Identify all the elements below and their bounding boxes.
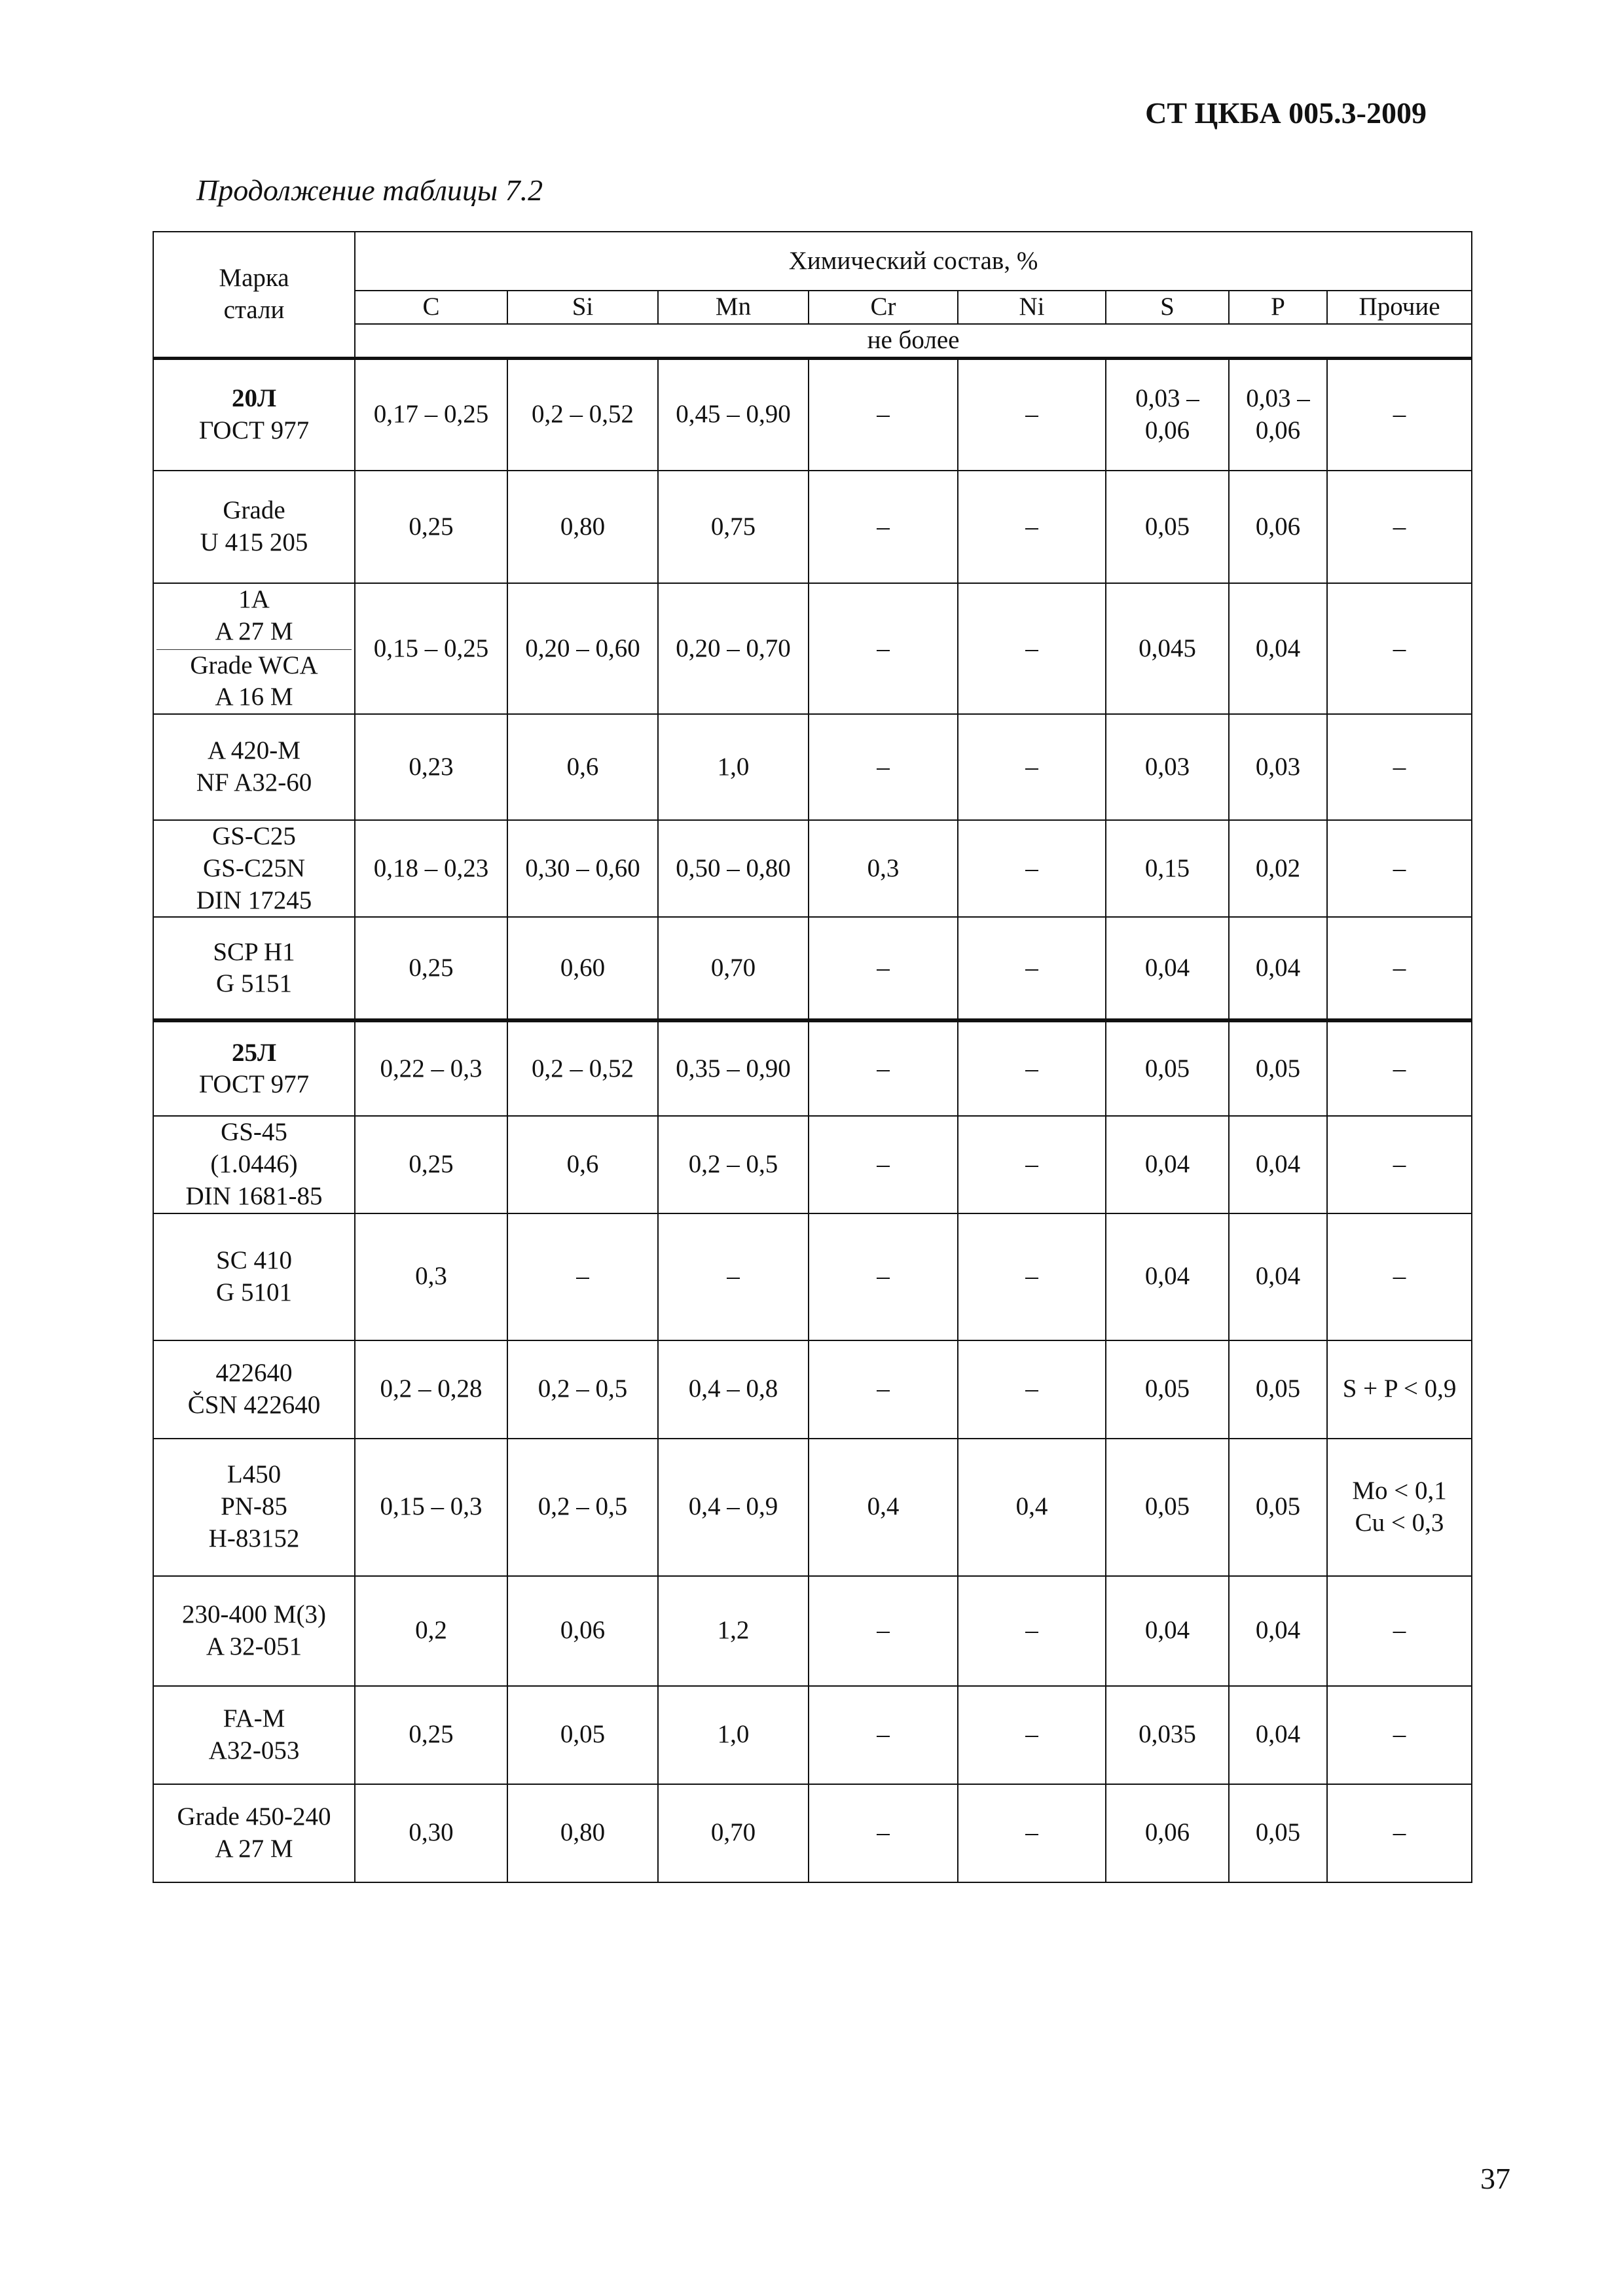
value-cell-mn: 0,4 – 0,9 bbox=[658, 1439, 809, 1576]
table-row bbox=[153, 917, 1472, 1020]
grade-line: ГОСТ 977 bbox=[198, 1070, 310, 1099]
value-cell-mn: 0,50 – 0,80 bbox=[658, 820, 809, 917]
value-cell-other: – bbox=[1327, 917, 1472, 1020]
grade-line: GS-45 bbox=[221, 1118, 287, 1147]
steel-grade-cell bbox=[153, 917, 355, 1020]
grade-line: 25Л bbox=[231, 1038, 277, 1067]
value-cell-cr: – bbox=[809, 1116, 958, 1213]
element-header: Cr bbox=[809, 291, 958, 324]
grade-line: Grade 450-240 bbox=[177, 1802, 331, 1831]
value-cell-mn: 0,20 – 0,70 bbox=[658, 583, 809, 714]
grade-line: 422640 bbox=[215, 1358, 293, 1387]
value-cell-other: – bbox=[1327, 358, 1472, 471]
composition-header: Химический состав, % bbox=[355, 232, 1472, 291]
value-cell-si: 0,6 bbox=[507, 1116, 658, 1213]
value-cell-si: 0,2 – 0,5 bbox=[507, 1340, 658, 1439]
value-cell-s: 0,04 bbox=[1106, 1116, 1229, 1213]
element-header: S bbox=[1106, 291, 1229, 324]
value-cell-ni: 0,4 bbox=[958, 1439, 1106, 1576]
grade-line: A 27 M bbox=[215, 1834, 293, 1863]
value-cell-ni: – bbox=[958, 1686, 1106, 1784]
value-cell-ni: – bbox=[958, 820, 1106, 917]
value-cell-other: S + P < 0,9 bbox=[1327, 1340, 1472, 1439]
grade-line: G 5101 bbox=[216, 1278, 292, 1306]
value-cell-p: 0,05 bbox=[1229, 1439, 1327, 1576]
value-cell-ni: – bbox=[958, 471, 1106, 583]
value-cell-other: – bbox=[1327, 1576, 1472, 1686]
value-cell-si: 0,05 bbox=[507, 1686, 658, 1784]
value-cell-p: 0,06 bbox=[1229, 471, 1327, 583]
value-cell-si: 0,20 – 0,60 bbox=[507, 583, 658, 714]
value-cell-cr: – bbox=[809, 1340, 958, 1439]
value-cell-s: 0,04 bbox=[1106, 917, 1229, 1020]
value-cell-si: 0,80 bbox=[507, 471, 658, 583]
value-cell-mn: 0,70 bbox=[658, 917, 809, 1020]
grade-line: GS-C25 bbox=[212, 822, 296, 850]
value-cell-si: 0,30 – 0,60 bbox=[507, 820, 658, 917]
value-cell-c: 0,25 bbox=[355, 1116, 507, 1213]
grade-column-header: Марка стали bbox=[153, 232, 355, 358]
steel-grade-cell bbox=[153, 1686, 355, 1784]
page-number: 37 bbox=[1480, 2162, 1510, 2195]
value-cell-p: 0,02 bbox=[1229, 820, 1327, 917]
value-cell-mn: 1,2 bbox=[658, 1576, 809, 1686]
grade-line: H-83152 bbox=[208, 1524, 300, 1552]
value-cell-ni: – bbox=[958, 917, 1106, 1020]
grade-line: (1.0446) bbox=[210, 1150, 298, 1178]
value-cell-c: 0,25 bbox=[355, 1686, 507, 1784]
value-cell-si: 0,2 – 0,5 bbox=[507, 1439, 658, 1576]
table-row bbox=[153, 471, 1472, 583]
grade-line: DIN 17245 bbox=[196, 886, 312, 914]
value-cell-si: – bbox=[507, 1213, 658, 1340]
grade-line: GS-C25N bbox=[202, 853, 306, 882]
value-cell-mn: 0,75 bbox=[658, 471, 809, 583]
value-cell-s: 0,035 bbox=[1106, 1686, 1229, 1784]
value-cell-s: 0,05 bbox=[1106, 471, 1229, 583]
chemical-composition-table bbox=[153, 231, 1472, 1883]
value-cell-c: 0,30 bbox=[355, 1784, 507, 1882]
table-row bbox=[153, 1116, 1472, 1213]
grade-line: 230-400 M(3) bbox=[182, 1600, 326, 1628]
element-header: Прочие bbox=[1327, 291, 1472, 324]
element-header: Si bbox=[507, 291, 658, 324]
value-cell-s: 0,045 bbox=[1106, 583, 1229, 714]
value-cell-other: – bbox=[1327, 1116, 1472, 1213]
value-cell-s: 0,03 bbox=[1106, 714, 1229, 820]
steel-grade-cell bbox=[153, 358, 355, 471]
value-cell-si: 0,2 – 0,52 bbox=[507, 1020, 658, 1116]
value-cell-other: – bbox=[1327, 820, 1472, 917]
grade-line: A32-053 bbox=[208, 1736, 300, 1765]
value-cell-s: 0,05 bbox=[1106, 1439, 1229, 1576]
value-cell-cr: – bbox=[809, 1213, 958, 1340]
value-cell-p: 0,03 – 0,06 bbox=[1229, 358, 1327, 471]
value-cell-p: 0,03 bbox=[1229, 714, 1327, 820]
table-caption: Продолжение таблицы 7.2 bbox=[196, 173, 543, 207]
value-cell-c: 0,25 bbox=[355, 917, 507, 1020]
document-code: СТ ЦКБА 005.3-2009 bbox=[1145, 96, 1427, 130]
value-cell-cr: – bbox=[809, 1020, 958, 1116]
grade-line: 20Л bbox=[231, 384, 277, 412]
table-row bbox=[153, 1340, 1472, 1439]
steel-grade-cell bbox=[153, 1020, 355, 1116]
steel-grade-cell bbox=[153, 1439, 355, 1576]
value-cell-other: – bbox=[1327, 471, 1472, 583]
value-cell-c: 0,15 – 0,3 bbox=[355, 1439, 507, 1576]
value-cell-cr: – bbox=[809, 358, 958, 471]
value-cell-mn: 0,4 – 0,8 bbox=[658, 1340, 809, 1439]
value-cell-s: 0,15 bbox=[1106, 820, 1229, 917]
value-cell-ni: – bbox=[958, 1784, 1106, 1882]
value-cell-c: 0,22 – 0,3 bbox=[355, 1020, 507, 1116]
table-row bbox=[153, 1213, 1472, 1340]
steel-grade-cell bbox=[153, 471, 355, 583]
grade-line: Grade bbox=[223, 496, 285, 525]
value-cell-cr: – bbox=[809, 714, 958, 820]
grade-line: FA-M bbox=[223, 1704, 285, 1732]
value-cell-ni: – bbox=[958, 714, 1106, 820]
value-cell-s: 0,06 bbox=[1106, 1784, 1229, 1882]
steel-grade-cell bbox=[153, 1340, 355, 1439]
value-cell-c: 0,3 bbox=[355, 1213, 507, 1340]
grade-line: A 16 M bbox=[215, 683, 293, 711]
grade-line: DIN 1681-85 bbox=[185, 1181, 323, 1210]
value-cell-mn: 0,70 bbox=[658, 1784, 809, 1882]
value-cell-si: 0,06 bbox=[507, 1576, 658, 1686]
value-cell-p: 0,04 bbox=[1229, 1213, 1327, 1340]
value-cell-s: 0,04 bbox=[1106, 1213, 1229, 1340]
value-cell-cr: – bbox=[809, 1686, 958, 1784]
value-cell-mn: 0,2 – 0,5 bbox=[658, 1116, 809, 1213]
value-cell-cr: – bbox=[809, 471, 958, 583]
value-cell-other: – bbox=[1327, 1213, 1472, 1340]
value-cell-p: 0,05 bbox=[1229, 1020, 1327, 1116]
value-cell-cr: 0,3 bbox=[809, 820, 958, 917]
value-cell-c: 0,25 bbox=[355, 471, 507, 583]
grade-line: SC 410 bbox=[216, 1246, 292, 1274]
value-cell-cr: 0,4 bbox=[809, 1439, 958, 1576]
table-row bbox=[153, 820, 1472, 917]
value-cell-s: 0,04 bbox=[1106, 1576, 1229, 1686]
value-cell-c: 0,18 – 0,23 bbox=[355, 820, 507, 917]
value-cell-other: – bbox=[1327, 1020, 1472, 1116]
value-cell-p: 0,04 bbox=[1229, 583, 1327, 714]
grade-line: A 27 M bbox=[215, 617, 293, 645]
value-cell-c: 0,23 bbox=[355, 714, 507, 820]
value-cell-mn: 0,45 – 0,90 bbox=[658, 358, 809, 471]
value-cell-mn: 1,0 bbox=[658, 714, 809, 820]
value-cell-si: 0,80 bbox=[507, 1784, 658, 1882]
value-cell-ni: – bbox=[958, 1020, 1106, 1116]
value-cell-ni: – bbox=[958, 1213, 1106, 1340]
value-cell-ni: – bbox=[958, 583, 1106, 714]
grade-line: G 5151 bbox=[216, 969, 292, 998]
steel-grade-cell bbox=[153, 1116, 355, 1213]
value-cell-s: 0,05 bbox=[1106, 1340, 1229, 1439]
value-cell-ni: – bbox=[958, 358, 1106, 471]
table-row bbox=[153, 1686, 1472, 1784]
grade-line: U 415 205 bbox=[200, 528, 308, 556]
value-cell-si: 0,6 bbox=[507, 714, 658, 820]
value-cell-c: 0,17 – 0,25 bbox=[355, 358, 507, 471]
value-cell-c: 0,15 – 0,25 bbox=[355, 583, 507, 714]
element-header: Ni bbox=[958, 291, 1106, 324]
steel-grade-cell bbox=[153, 714, 355, 820]
steel-grade-cell bbox=[153, 820, 355, 917]
table-row bbox=[153, 1020, 1472, 1116]
element-header: P bbox=[1229, 291, 1327, 324]
value-cell-cr: – bbox=[809, 1784, 958, 1882]
grade-line: PN-85 bbox=[221, 1492, 287, 1521]
value-cell-p: 0,04 bbox=[1229, 1116, 1327, 1213]
value-cell-other: Mo < 0,1 Cu < 0,3 bbox=[1327, 1439, 1472, 1576]
value-cell-cr: – bbox=[809, 1576, 958, 1686]
value-cell-p: 0,04 bbox=[1229, 917, 1327, 1020]
value-cell-c: 0,2 bbox=[355, 1576, 507, 1686]
steel-grade-cell bbox=[153, 1784, 355, 1882]
grade-line: SCP H1 bbox=[213, 937, 295, 966]
value-cell-other: – bbox=[1327, 1784, 1472, 1882]
grade-line: A 420-M bbox=[208, 736, 301, 765]
grade-line: A 32-051 bbox=[206, 1632, 302, 1660]
value-cell-other: – bbox=[1327, 583, 1472, 714]
grade-line: NF A32-60 bbox=[196, 768, 312, 797]
table-row bbox=[153, 714, 1472, 820]
element-header: C bbox=[355, 291, 507, 324]
value-cell-p: 0,05 bbox=[1229, 1340, 1327, 1439]
steel-grade-cell bbox=[153, 583, 355, 714]
value-cell-p: 0,05 bbox=[1229, 1784, 1327, 1882]
limit-note: не более bbox=[355, 324, 1472, 358]
value-cell-ni: – bbox=[958, 1116, 1106, 1213]
steel-grade-cell bbox=[153, 1213, 355, 1340]
value-cell-si: 0,2 – 0,52 bbox=[507, 358, 658, 471]
value-cell-other: – bbox=[1327, 714, 1472, 820]
value-cell-mn: 1,0 bbox=[658, 1686, 809, 1784]
value-cell-cr: – bbox=[809, 583, 958, 714]
value-cell-p: 0,04 bbox=[1229, 1576, 1327, 1686]
element-header: Mn bbox=[658, 291, 809, 324]
grade-line: ČSN 422640 bbox=[187, 1390, 321, 1419]
value-cell-mn: – bbox=[658, 1213, 809, 1340]
value-cell-cr: – bbox=[809, 917, 958, 1020]
value-cell-c: 0,2 – 0,28 bbox=[355, 1340, 507, 1439]
grade-line: 1A bbox=[238, 585, 270, 613]
table-row bbox=[153, 358, 1472, 471]
value-cell-ni: – bbox=[958, 1340, 1106, 1439]
value-cell-p: 0,04 bbox=[1229, 1686, 1327, 1784]
steel-grade-cell bbox=[153, 1576, 355, 1686]
grade-line: L450 bbox=[227, 1460, 282, 1489]
value-cell-s: 0,05 bbox=[1106, 1020, 1229, 1116]
grade-line: Grade WCA bbox=[190, 651, 318, 679]
table-row bbox=[153, 1576, 1472, 1686]
value-cell-s: 0,03 – 0,06 bbox=[1106, 358, 1229, 471]
value-cell-other: – bbox=[1327, 1686, 1472, 1784]
table-row bbox=[153, 1439, 1472, 1576]
value-cell-mn: 0,35 – 0,90 bbox=[658, 1020, 809, 1116]
table-row bbox=[153, 583, 1472, 714]
value-cell-si: 0,60 bbox=[507, 917, 658, 1020]
grade-line: ГОСТ 977 bbox=[198, 416, 310, 444]
table-row bbox=[153, 1784, 1472, 1882]
value-cell-ni: – bbox=[958, 1576, 1106, 1686]
